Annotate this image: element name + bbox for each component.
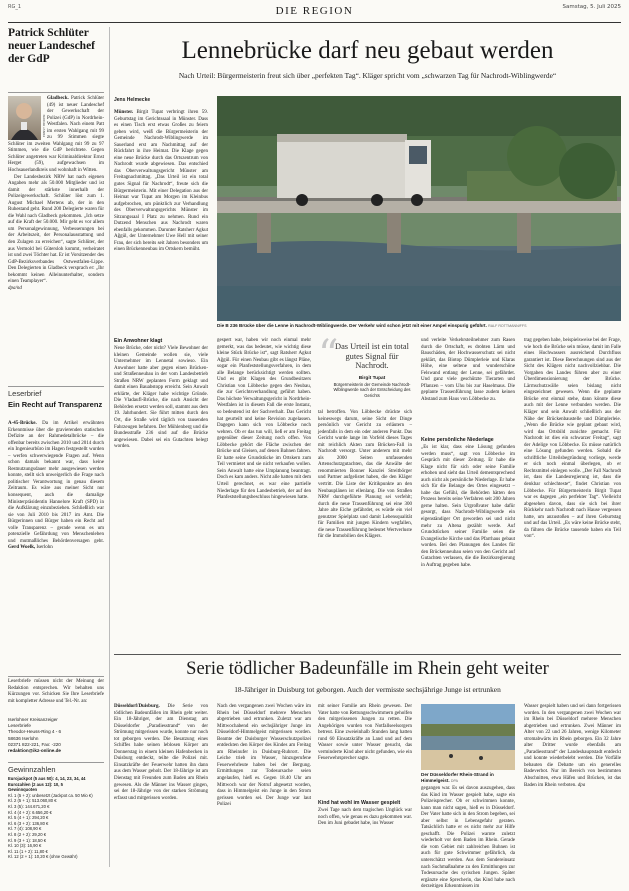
article-divider <box>114 654 621 655</box>
beach-caption-row: Der Düsseldorfer Rhein-Strand in Himmelgeist. DPA <box>421 772 494 783</box>
beach-caption: Der Düsseldorfer Rhein-Strand in Himmelgeist. <box>421 772 494 783</box>
quote-name: Birgit Tupat <box>358 376 386 381</box>
letter-body: A-45-Brücke. Da im Artikel erwähnten Erkenntnisse über die gravierenden statischen Defizite an der Rahmedetalbrücke – die offenbar bereits zwischen 2010 und 2014 durch ein Ingenieurbüro im Hagen festgestellt wurden – werfen schwerwiegende Fragen auf. Wenn schon damals bekannt war, dass keine Restnutzungsdauer mehr ausgewiesen werden konnte, stellt sich unweigerlich die Frage nach politischer Verantwortung in genau diesem Zeitraum. Es wäre aus meiner Sicht nur konsequent, auch die damalige Ministerpräsidentin Hannelore Kraft (SPD) in die Aufklärung einzubeziehen. Schließlich war sie von Juli 2010 bis 2017 im Amt. Die Bürgerinnen und Bürger haben ein Recht auf volle Transparenz – gerade wenn es um potenzielle Gefährdung von Menschenleben und mutmaßliches Behördenversagen geht. Gerd Woelk, Iserlohn <box>8 421 104 551</box>
photo-credit: RALF ROTTMANN/FFS <box>488 324 527 328</box>
page-code: RG_1 <box>8 4 22 10</box>
section-title: DIE REGION <box>275 5 354 17</box>
lotto-list: Eurojackpot (5 aus 50): 4, 14, 23, 34, 44 Eurozahlen (2 aus 12): 10, 5 Gewinnquoten Kl. 1 (5 + 2): unbesetzt (Jackpot ca. 50 Mio €) Kl. 2 (5 + 1): 513.060,80 € Kl. 3 (5): 144.671,20 € Kl. 4 (4 + 2): 6.656,20 € Kl. 5 (4 + 1): 294,20 € Kl. 6 (3 + 2): 136,80 € Kl. 7 (4): 108,90 € Kl. 8 (2 + 2): 29,20 € Kl. 9 (3 + 1): 18,50 € Kl. 10 (3): 16,90 € Kl. 11 (1 + 2): 11,80 € Kl. 12 (2 + 1): 10,20 € (ohne Gewähr) <box>8 776 93 860</box>
second-subtitle: 18-Jähriger in Duisburg tot geborgen. Auch der vermisste sechsjährige Junge ist ertrunken <box>234 685 501 694</box>
main-col1b: Neue Brücke, oder nicht? Viele Bewohner der kleinen Gemeinde wollen sie, viele Unternehmer im Lennetal sowieso. Ein Anwohner hatte aber gegen einen Brücken- und Straßenneubau in der vom Landesbetrieb Straßen NRW geplanten Form geklagt und damit einen Bauabstopp erreicht. Sein Anwalt erklärte, der Kläger habe wichtige Gründe. Die Vladaufl-Brücke, die nach Ansicht der Behörden ersetzt werden soll, stammt aus dem 19. Jahrhundert. Sie führt mitten durch den Ort, die Straße wird täglich von tausenden Fahrzeugen befahren. Der Mühlenberg und die Bundesstraße 236 sind auf die Brücke angewiesen. Dabei sei ein Gutachten belegt worden. <box>114 346 208 450</box>
letter-note: Leserbriefe müssen nicht der Meinung der Redaktion entsprechen. Wir behalten uns Kürzungen vor. Schicken Sie Ihre Leserbriefe mit kompletter Adresse und Tel.-Nr. an: <box>8 679 104 704</box>
main-col2: gespert war, haben wir noch einmal mehr gemerkt, was das bedeutet, wie wichtig diese kleine Stück Brücke ist“, sagt Ratsherr Agkut Ağgül. Für einen Neubau gibt es längst Pläne, sogar ein Planfeststellungsverfahren, in dem alle Belange berücksichtigt werden sollten. Und es gibt Klagen des Grundbesitzers Christian von Löbbecke gegen den Neubau, die zur Gerichtsverhandlung geführt haben. Das höchste Verwaltungsgericht in Nordrhein-Westfalen ist in diesem Fall die erste Instanz, so bedeutend ist der Sachverhalt. Das Gericht hat geurteilt und keine Revision zugelassen. Dagegen kann sich von Löbbecke noch wehren. Ob er das tun will, ließ er am Freitag gegenüber dieser Zeitung noch offen. Von Löbbecke gehört die Fläche zwischen der Brücke und Gleisen, auf denen Bahnen fahren. Er hatte seine Grundstücke im Ortskern zum Teil vermietet und sie nicht verkaufen wollen. Sein Anwalt hatte eine Umplanung beantragt. Doch es kam anders. Nicht alle hatten mit dem Urteil gerechnet, es war eine partielle Niederlage für den Landesbetrieb, der auf den Planfeststellungsbeschluss hingewiesen hatte. <box>217 338 311 501</box>
letter-label: Leserbrief <box>8 389 42 398</box>
main-col3: tal betroffen. Von Löbbecke drückte sich keineswegs darum, seine Sicht der Dinge persönlich vor Gericht zu erläutern – jedenfalls in dem ein oder anderen Punkt. Das Gericht wurde lange im Vorfeld dieses Tages mit reichlich Akten zum Brücken-Fall in Nachrodt versorgt. Unter anderem mit mehr als 2000 Seiten umfassenden Artenschutzgutachten, das die Anwälte der renommierten Bonner Kanzlei Streitbörger und Partner aufgelistet haben, die den Kläger vertritt. Die Liste der Kritikpunkte an den Neubauplänen ist ellenlang. Die von Straßen NRW durchgeführte Planung sei verfehlt; durch die neue Trassenführung sei eine 300 Jahre alte Eiche gefährdet, es würde ein viel genutzter Spielplatz und damit Lebensqualität für Familien mit jungen Kindern wegfallen, die neue Trassenführung bedeutet Wertverluste für die Immobilien des Klägers. <box>318 410 412 540</box>
email-link[interactable]: redaktion@ikz-online.de <box>8 748 61 754</box>
divider <box>8 92 104 93</box>
letter-author: Gerd Woelk, <box>8 545 36 551</box>
issue-date: Samstag, 5. Juli 2025 <box>562 4 621 10</box>
portrait-credit: ERNST HEIDEN <box>42 114 46 137</box>
second-col1: Düsseldorf/Duisburg. Die Serie von tödlichen Badeunfällen im Rhein geht weiter. Ein 18-Jähriger, der am Dienstag am Düsseldorfer „Paradiesstrand“ von der Strömung mitgerissen wurde, konnte nur noch tot geborgen werden. Die Besatzung eines Schiffes habe seinen leblosen Körper am Donnerstag in einem kleinen Hafenbecken in Duisburg entdeckt, teilte die Polizei mit. Einsatzkräfte der Feuerwehr hatten ihn dann aus dem Wasser geholt. Der 18-Jährige ist am Dienstag mit Freunden zum Baden am Rhein gewesen. Als die Männer ins Wasser gingen, sei der 18-Jährige von der starken Strömung erfasst und mitgerissen worden. <box>114 704 208 801</box>
main-author: Jens Helmecke <box>114 97 151 103</box>
letter-city: Iserlohn <box>36 545 53 551</box>
second-col4: gegangen war. Es sei davon auszugehen, dass das Kind im Wasser gespielt habe, sagte ein Polizeisprecher. Ob er schwimmen konnte, kann man nicht sagen, hieß es in Düsseldorf. Der Vater hatte sich in den Strom begeben, sei aber selbst in Lebensgefahr geraten. Tatsächlich hatte er es nicht mehr zur Hilfe geschafft. Die Polizei warnte zuletzt wiederholt vor dem Baden im Rhein. Gerade die vom Gebiet mit zahlreichen Buhnen ist auch für gute Schwimmer gefährlich, da unterschätzt werden. Aus dem Sondereinsatz nach Suchmaßnahme zu den Ermittlungen zur Todesursache des syrischen Jungen. Später ergänzte eine Sprecherin, das Kind habe nach derzeitigen Erkenntnissen im <box>421 786 515 890</box>
column-rule <box>109 27 110 867</box>
side-article <box>8 96 104 356</box>
photo-caption: Die B 236 Brücke über die Lenne in Nachrodt-Wiblingwerde. Der Verkehr wird schon jetzt mit einer Ampel einspurig geführt. <box>217 323 487 328</box>
main-col4b: „Es ist klar, dass eine Lösung gefunden werden muss“, sagt von Löbbecke im Gespräch mit dieser Zeitung. Er habe die Klage nicht für sich oder seine Familie erhoben und sieht das Urteil dementsprechend auch nicht als persönliche Niederlage. Er habe sich für die Belange des Ortes eingesetzt – habe das Gefühl, die Behörden hätten den Prozess bereits seine Verfahren seit 200 Jahren gerne halten. Sein Urgroßvater habe dafür gesorgt, dass Nachrodt-Wiblingwerde ein eigenständiger Ort geworden sei und nicht mehr zu Altena gezählt werde. Auf Grundstücken seiner Familie seien die Evangelische Kirche und das Pfarrhaus gebaut worden. Bei den Planungen des Landes für den Brückenneubau seien von den Gericht auf Gutachten verlassen, die die Bezirksregierung in Auftrag gegeben habe. <box>421 445 515 568</box>
letter-lead: A-45-Brücke. <box>8 421 37 426</box>
beach-photo <box>421 704 515 770</box>
second-col3b: Zwei Tage nach dem tragischen Unglück war noch offen, wie genau es dazu gekommen war. Den im Juni gebadet habe, ins Wasser <box>318 808 412 827</box>
second-col5: Wasser gespielt haben und sei dann fortgerissen worden. In den vergangenen zwei Wochen war im Rhein bei Düsseldorf mehrere Menschen abgetrieben und ertrunken. Zwei Männer im Alter von 22 und 26 Jahren, wenige Kilometer stromabwärts im Rhein geborgen. Ein 32 Jahre alter Dritter wurde ebenfalls am „Paradiesstrand“ der Landeshauptstadt entdeckt und konnte wiederbelebt werden. Die Vorfälle bebauten die Debatte um ein generelles Badeverbot. Nur im Bereich von bestimmten Abschnitten, etwa Häfen und Brücken, ist das Baden im Rhein verboten. dpa <box>524 704 621 788</box>
letter-title: Ein Recht auf Transparenz <box>8 400 103 409</box>
side-agency: dpa/nd <box>8 285 22 291</box>
main-headline: Lennebrücke darf neu gebaut werden <box>181 37 554 64</box>
bridge-scene-image <box>217 96 621 321</box>
divider <box>8 386 104 387</box>
rhine-beach-image <box>421 704 515 770</box>
header-rule <box>8 22 621 23</box>
second-subhead: Kind hat wohl im Wasser gespielt <box>318 800 401 806</box>
second-headline: Serie tödlicher Badeunfälle im Rhein geht weiter <box>186 659 549 679</box>
pull-quote <box>318 332 412 408</box>
divider <box>8 762 104 763</box>
divider <box>8 676 104 677</box>
side-body: Patrick Schlüter (49) ist neuer Landeschef der Gewerkschaft der Polizei (GdP) in Nordrhein-Westfalen. Nach einem Patt im ersten Wahlgang mit 99 zu 99 Stimmen siegte Schlüter im zweiten Wahlgang mit 99 zu 97 Stimmen, wie die GdP berichtete. Gegen Schlüter angetreten war Kriminaldirektor Ernst Herget (59), aufgewachsen im Hochsauerlandkreis und wohnhaft in Witten. <box>8 96 105 174</box>
lotto-title: Gewinnzahlen <box>8 765 56 774</box>
main-subtitle: Nach Urteil: Bürgermeisterin freut sich über „perfekten Tag“. Kläger spricht vom „schwarzen Tag für Nachrodt-Wiblingwerde“ <box>178 71 557 80</box>
letter-address: Iserlohner Kreisanzeiger Leserbriefe Theodor-Heuss-Ring 4 - 6 58636 Iserlohn 02371 822-221, Fax: -220 redaktion@ikz-online.de <box>8 717 104 754</box>
main-col1: Münster. Birgit Tupat verbringt ihren 59. Geburtstag im Gerichtssaal in Münster. Dass es einen Tisch erst etwas Großes zu feiern geben wird, weiß die Bürgermeisterin der Gemeinde Nachrodt-Wiblingwerde im Sauerland erst am Nachmittag auf der Rückfahrt in ihre Heimat. Die Klage gegen eine neue Brücke durch das Ortszentrum von Nachrodt wurde abgewiesen. Das entschied das Oberverwaltungsgericht Münster am Freitagnachmittag. „Das Urteil ist ein total gutes Signal für Nachrodt“, freute sich die Bürgermeisterin. Mit einer Delegation aus der Heimat war Tupat am Morgen im Kleinbus aufgebrochen, um pünktlich zur Verhandlung des Oberverwaltungsgerichts Münster im Sitzungssaal I Platz zu nehmen. Rund ein Dutzend Menschen aus Nachrodt waren ebenfalls gekommen. Darunter Ratsherr Agkut Ağgül, der Unternehmer Uwe Hell mit seiner Frau, der sich bereits seit Jahren besonders um einen Brückenneubau im Ortskern bemüht. <box>114 110 209 253</box>
quote-mark-icon: “ <box>318 332 339 378</box>
main-subhead-2: Keine persönliche Niederlage <box>421 437 494 443</box>
side-lead-place: Gladbeck. <box>47 96 69 101</box>
main-col4: und verleite Verkehrsteilnehmer zum Rasen durch die Ortschaft, es drohten Lärm und Bauschäden, der Hochwasserschutz sei nicht geklärt, das Biotop Dümplerleie und Klaras Höhe, eine seltene und wunderschöne Felswand entlang der Lenne, sei gefährdet. Und ganz viele geschützte Tierarten und Pflanzen – vom Uhu bis zur Haselmaus. Die geplante Trassenführung lasse zudem keinen Abstand zum Haus von Löbbecke zu. <box>421 338 515 402</box>
second-col3: mit seiner Familie am Rhein gewesen. Der Vater hatte von Rettungsschwimmern geholfen den mitgerissenen Jungen zu retten. Die Angehörigen wurden von Notfallseelsorgern betreut. Eine zweieinhalb Stunden lang hatten rund 60 Einsatzkräfte an Land und auf dem Wasser sowie unter Wasser gesucht, das verminderte Kind aber nicht gefunden, wie ein Feuerwehrsprecher sagte. <box>318 704 412 762</box>
photo-caption-row <box>217 323 621 329</box>
main-subhead-1: Ein Anwohner klagt <box>114 338 163 344</box>
bridge-photo <box>217 96 621 321</box>
quote-role: Bürgermeisterin der Gemeinde Nachrodt-Wiblingwerde nach der Entscheidung des Gerichts <box>333 382 411 398</box>
second-col2: Nach den vergangenen zwei Wochen wäre im Rhein bei Düsseldorf mehrere Menschen abgetrieben und ertrunken. Zuletzt war am Mittwochabend ein sechsjähriger Junge im Düsseldorf-Himmelgeist mitgerissen worden. Beamte der Duisburger Wasserschutzpolizei entdeckten den Körper des Kindes am Freitag am Rheinufer in Duisburg-Ruhrort. Die Leiche trieb im Wasser, hinzugerufene Feuerwehrleute haben bei der Bergung. Ermittlungen zur Todesursache seien angelaufen, hieß es. Gegen 18.40 Uhr am Mittwoch war der Notruf abgesetzt worden, dass in Himmelgeist ein Junge in den Strom gerissen worden sei. Der Junge war laut Polizei <box>217 704 311 808</box>
main-col5: trag gegeben habe, beispielsweise bei der Frage, wie hoch die Brücke sein müsse, damit im Falle eines Hochwassers ausreichend Durchfluss garantiert ist. Diese Berechnungen sind aus der Sicht des Klägers nicht nachvollziehbar. Die Vorgaben des Landes führen aber zu einer Überdimensionierung der Brücke. Lärmschutzwälle seien bislang nicht eingezeichnet gewesen. Wenn die geplante Brücke erst einmal stehe, dann könnte diese auch mit der Lenne verbunden werden. Die Kläger und sein Anwalt schließlich aus der Nähe der Brückenbaustelle und Dümplerleie. „Wenn die Brücke wie geplant gebaut wird, wird das Ortsbild zunichte gemacht. Für Nachrodt ist dies ein schwarzer Freitag“, sagt der Adelige von Löbbecke. Es müsse natürlich eine Lösung gefunden werden. Sobald die schriftliche Urteilsbegründung vorliege, werde er sich noch einmal überlegen, ob er Rechtsmittel einlegen wolle. „Der Fall Nachrodt ist, dass die Landesregierung ist, dass die denkbar schlechteste“, findet Christian von Löbbecke. Für Bürgermeisterin Birgit Tupat war es dagegen „ein perfekter Tag“. Vielleicht abgesehen davon, dass sie sich bei ihrer Rückkehr nach Nachrodt nach Hause vergessen hatte, um anzustoßen – auf ihren Geburtstag und auf das Urteil. „Es wäre keine Brücke steht, da führen die Brücke tausende haben ein Teil von“. <box>524 338 621 540</box>
sidebar-gdp <box>8 27 104 65</box>
quote-text: Das Urteil ist ein total gutes Signal für Nachrodt. <box>335 342 409 371</box>
side-title: Patrick Schlüter neuer Landeschef der GdP <box>8 27 95 65</box>
side-body2: Der Landesbezirk NRW hat nach eigenen Angaben mehr als 50.000 Mitglieder und ist damit der stärkste innerhalb der Polizeigewerkschaft. Schlüter löst zum 1. August Michael Mertens ab, der in den Ruhestand geht. Rund 200 Delegierte waren für die Wahl nach Gladbeck gekommen. „Ich setze auf die Kraft der 50.000. Mir geht es vor allem um Personalgewinnung, Verbesserungen bei der Arbeitszeit, der Personalausstattung und den Zulagen zu erreichen“, sagte Schlüter, der aus Vermold bei Gütersloh kommt, verheiratet ist und zwei Töchter hat. Er ist Vorsitzender des GdP-Bezirksverbandes Ostwestfalen-Lippe. Den Delegierten in Gladbeck versprach er: „Ihr bekommt keinen Alleinunterhalter, sondern einen Teamplayer“. <box>8 174 104 285</box>
